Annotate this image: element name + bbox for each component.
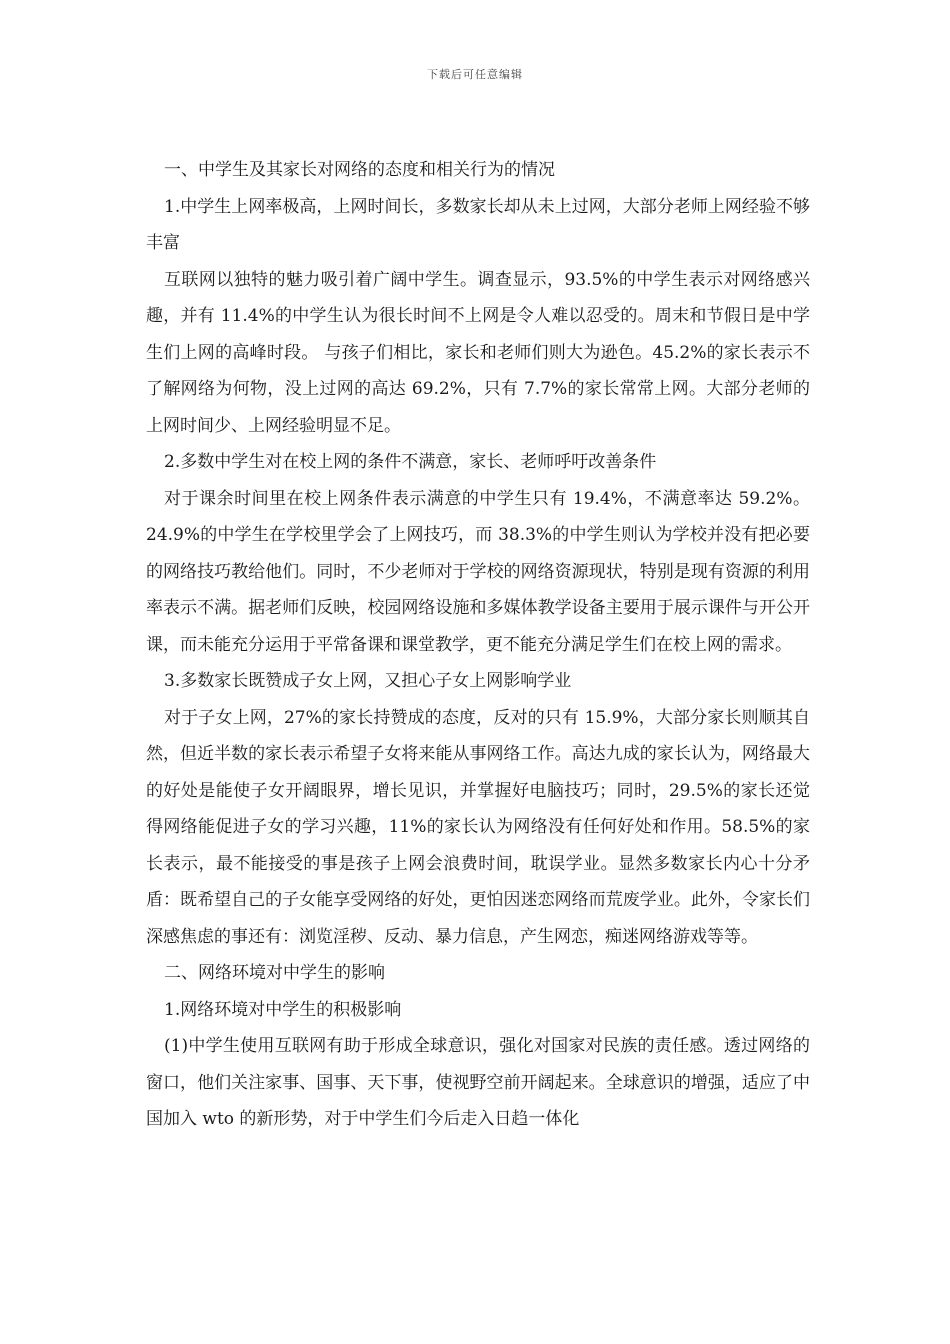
section-heading-1: 一、中学生及其家长对网络的态度和相关行为的情况 xyxy=(164,160,555,180)
paragraph-2-1: (1)中学生使用互联网有助于形成全球意识，强化对国家对民族的责任感。透过网络的窗口，他们关注家事、国事、天下事，使视野空前开阔起来。全球意识的增强，适应了中国加入 wto 的新形势，对于中学生们今后走入日趋一体化 xyxy=(146,1036,810,1129)
page-header-note: 下载后可任意编辑 xyxy=(427,68,523,81)
paragraph-1-2: 对于课余时间里在校上网条件表示满意的中学生只有 19.4%，不满意率达 59.2%。24.9%的中学生在学校里学会了上网技巧，而 38.3%的中学生则认为学校并没有把必要的网络技巧教给他们。同时，不少老师对于学校的网络资源现状，特别是现有资源的利用率表示不满。据老师们反映，校园网络设施和多媒体教学设备主要用于展示课件与开公开课，而未能充分运用于平常备课和课堂教学，更不能充分满足学生们在校上网的需求。 xyxy=(146,488,810,655)
subsection-heading-1-2: 2.多数中学生对在校上网的条件不满意，家长、老师呼吁改善条件 xyxy=(164,452,657,472)
subsection-heading-1-3: 3.多数家长既赞成子女上网，又担心子女上网影响学业 xyxy=(164,671,572,691)
subsection-heading-1-1: 1.中学生上网率极高，上网时间长，多数家长却从未上过网，大部分老师上网经验不够丰富 xyxy=(146,196,810,253)
paragraph-1-3: 对于子女上网，27%的家长持赞成的态度，反对的只有 15.9%，大部分家长则顺其自然，但近半数的家长表示希望子女将来能从事网络工作。高达九成的家长认为，网络最大的好处是能使子女开阔眼界，增长见识，并掌握好电脑技巧；同时，29.5%的家长还觉得网络能促进子女的学习兴趣，11%的家长认为网络没有任何好处和作用。58.5%的家长表示，最不能接受的事是孩子上网会浪费时间，耽误学业。显然多数家长内心十分矛盾：既希望自己的子女能享受网络的好处，更怕因迷恋网络而荒废学业。此外，令家长们深感焦虑的事还有：浏览淫秽、反动、暴力信息，产生网恋，痴迷网络游戏等等。 xyxy=(146,707,810,947)
document-body xyxy=(146,152,810,1138)
section-heading-2: 二、网络环境对中学生的影响 xyxy=(164,963,385,983)
paragraph-1-1: 互联网以独特的魅力吸引着广阔中学生。调查显示，93.5%的中学生表示对网络感兴趣，并有 11.4%的中学生认为很长时间不上网是令人难以忍受的。周末和节假日是中学生们上网的高峰时段。 与孩子们相比，家长和老师们则大为逊色。45.2%的家长表示不了解网络为何物，没上过网的高达 69.2%，只有 7.7%的家长常常上网。大部分老师的上网时间少、上网经验明显不足。 xyxy=(146,269,810,436)
subsection-heading-2-1: 1.网络环境对中学生的积极影响 xyxy=(164,999,402,1020)
